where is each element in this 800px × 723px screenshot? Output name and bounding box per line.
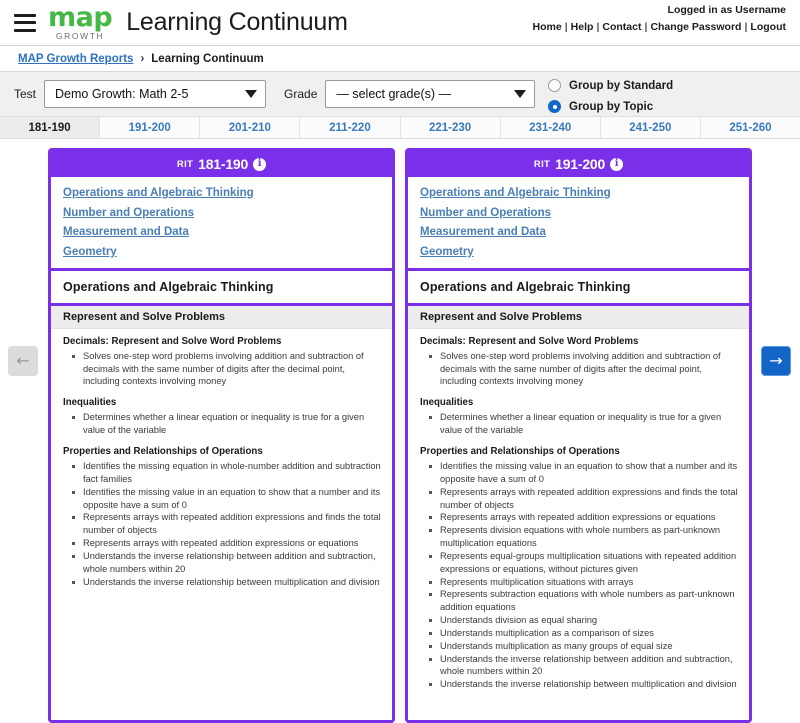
tab-241-250[interactable]: 241-250 — [601, 117, 701, 138]
list-item: Represents multiplication situations with arrays — [440, 576, 739, 589]
chevron-down-icon — [245, 90, 257, 98]
arrow-right-icon: → — [769, 351, 783, 370]
skill-group-header: Represent and Solve Problems — [51, 306, 392, 329]
rit-card-header — [51, 151, 392, 177]
arrow-left-icon: ← — [16, 351, 30, 370]
list-item: Solves one-step word problems involving addition and subtraction of decimals with the same number of digits after the decimal point, including contexts involving money — [83, 350, 382, 388]
util-sep: | — [596, 21, 600, 33]
chevron-down-icon — [514, 90, 526, 98]
list-item: Represents arrays with repeated addition expressions or equations — [83, 537, 382, 550]
app-header — [0, 0, 800, 46]
skills-body — [408, 306, 749, 720]
topic-link-geometry[interactable]: Geometry — [63, 245, 117, 258]
skill-title: Properties and Relationships of Operations — [420, 445, 620, 457]
grade-select-value: — select grade(s) — — [336, 87, 451, 101]
radio-label-topic: Group by Topic — [569, 100, 654, 113]
list-item: Identifies the missing value in an equation to show that a number and its opposite have a sum of 0 — [83, 486, 381, 510]
topic-link-operations-algebraic-thinking[interactable]: Operations and Algebraic Thinking — [63, 187, 254, 199]
util-sep: | — [644, 21, 648, 33]
test-label: Test — [14, 87, 37, 101]
skill-title: Inequalities — [420, 397, 474, 409]
grade-select[interactable] — [325, 80, 535, 108]
utility-links — [533, 21, 786, 33]
rit-band-tabs — [0, 117, 800, 139]
radio-icon-checked — [548, 100, 561, 113]
tab-211-220[interactable]: 211-220 — [300, 117, 400, 138]
breadcrumb-separator: › — [140, 52, 145, 65]
skill-group-content — [51, 329, 392, 606]
rit-label: RIT — [533, 158, 551, 170]
grade-label: Grade — [284, 87, 318, 101]
skill-bullet-list — [420, 460, 739, 691]
test-select-value: Demo Growth: Math 2-5 — [55, 87, 189, 101]
list-item: Identifies the missing value in an equation to show that a number and its opposite have a sum of 0 — [440, 461, 738, 484]
rit-range: 191-200 — [555, 156, 606, 172]
grouping-radio-group — [548, 76, 673, 118]
map-growth-logo — [48, 4, 112, 41]
list-item: Determines whether a linear equation or inequality is true for a given value of the variable — [83, 411, 382, 437]
tab-221-230[interactable]: 221-230 — [401, 117, 501, 138]
topic-section-title: Operations and Algebraic Thinking — [51, 271, 392, 306]
topic-link-measurement-and-data[interactable]: Measurement and Data — [63, 226, 189, 239]
skills-body — [51, 306, 392, 720]
next-band-button[interactable] — [761, 346, 791, 376]
info-icon[interactable]: i — [253, 158, 266, 171]
list-item: Identifies the missing equation in whole-number addition and subtraction fact families — [83, 461, 381, 484]
topic-link-geometry[interactable]: Geometry — [420, 245, 474, 258]
skill-bullet-list — [63, 350, 382, 388]
topic-link-list — [51, 177, 392, 271]
tab-201-210[interactable]: 201-210 — [200, 117, 300, 138]
link-logout[interactable]: Logout — [750, 21, 786, 33]
topic-link-list — [408, 177, 749, 271]
breadcrumb-parent-link[interactable]: MAP Growth Reports — [18, 52, 134, 65]
tab-191-200[interactable]: 191-200 — [100, 117, 200, 138]
list-item: Represents arrays with repeated addition expressions and finds the total number of objects — [440, 486, 738, 510]
rit-range: 181-190 — [198, 156, 249, 172]
list-item: Represents arrays with repeated addition expressions and finds the total number of objects — [83, 512, 381, 536]
tab-251-260[interactable]: 251-260 — [701, 117, 800, 138]
link-contact[interactable]: Contact — [602, 21, 642, 33]
tab-231-240[interactable]: 231-240 — [501, 117, 601, 138]
breadcrumb-current: Learning Continuum — [151, 52, 264, 65]
list-item: Represents subtraction equations with whole numbers as part-unknown addition equations — [440, 588, 739, 614]
radio-icon-unchecked — [548, 79, 561, 92]
skill-title: Decimals: Represent and Solve Word Problems — [63, 335, 282, 347]
radio-group-by-topic[interactable] — [548, 97, 673, 116]
topic-link-operations-algebraic-thinking[interactable]: Operations and Algebraic Thinking — [420, 187, 611, 199]
list-item: Understands multiplication as a comparison of sizes — [440, 627, 739, 640]
topic-section-title: Operations and Algebraic Thinking — [408, 271, 749, 306]
tab-181-190[interactable]: 181-190 — [0, 117, 100, 138]
logo-map-text: map — [48, 2, 113, 34]
skill-bullet-list — [420, 411, 739, 437]
util-sep: | — [564, 21, 568, 33]
link-change-password[interactable]: Change Password — [650, 21, 742, 33]
list-item: Understands the inverse relationship between addition and subtraction, whole numbers within 20 — [440, 653, 739, 679]
rit-card — [48, 148, 395, 723]
util-sep: | — [744, 21, 748, 33]
rit-label: RIT — [176, 158, 194, 170]
list-item: Solves one-step word problems involving addition and subtraction of decimals with the same number of digits after the decimal point, including contexts involving money — [440, 350, 739, 388]
info-icon[interactable]: i — [610, 158, 623, 171]
page-title: Learning Continuum — [126, 8, 348, 36]
skill-bullet-list — [420, 350, 739, 388]
list-item: Represents equal-groups multiplication situations with repeated addition expressions or equations, without pictures given — [440, 550, 739, 576]
list-item: Understands the inverse relationship between multiplication and division — [440, 678, 739, 691]
list-item: Understands the inverse relationship between addition and subtraction, whole numbers within 20 — [83, 550, 382, 576]
hamburger-icon[interactable] — [14, 14, 36, 32]
rit-card — [405, 148, 752, 723]
radio-group-by-standard[interactable] — [548, 76, 673, 95]
skill-bullet-list — [63, 460, 382, 588]
skill-title: Inequalities — [63, 397, 117, 409]
topic-link-number-and-operations[interactable]: Number and Operations — [420, 206, 551, 219]
list-item: Understands the inverse relationship between multiplication and division — [83, 576, 382, 589]
filter-bar — [0, 72, 800, 117]
continuum-content — [0, 139, 800, 723]
radio-label-standard: Group by Standard — [569, 79, 674, 92]
list-item: Represents arrays with repeated addition expressions or equations — [440, 511, 739, 524]
breadcrumb — [0, 46, 800, 72]
skill-group-header: Represent and Solve Problems — [408, 306, 749, 329]
skill-title: Properties and Relationships of Operations — [63, 445, 263, 457]
list-item: Represents division equations with whole numbers as part-unknown multiplication equations — [440, 524, 739, 550]
skill-group-content — [408, 329, 749, 708]
list-item: Understands multiplication as many groups of equal size — [440, 640, 739, 653]
link-home[interactable]: Home — [532, 21, 562, 33]
previous-band-button[interactable] — [8, 346, 38, 376]
logged-in-status: Logged in as Username — [667, 4, 786, 16]
skill-bullet-list — [63, 411, 382, 437]
test-select[interactable] — [44, 80, 266, 108]
logo-growth-text: GROWTH — [55, 31, 105, 42]
header-utility-area — [533, 4, 786, 33]
list-item: Determines whether a linear equation or inequality is true for a given value of the variable — [440, 411, 739, 437]
rit-card-list — [0, 148, 800, 723]
topic-link-number-and-operations[interactable]: Number and Operations — [63, 206, 194, 219]
list-item: Understands division as equal sharing — [440, 614, 739, 627]
rit-card-header — [408, 151, 749, 177]
topic-link-measurement-and-data[interactable]: Measurement and Data — [420, 226, 546, 239]
link-help[interactable]: Help — [570, 21, 594, 33]
skill-title: Decimals: Represent and Solve Word Problems — [420, 335, 639, 347]
